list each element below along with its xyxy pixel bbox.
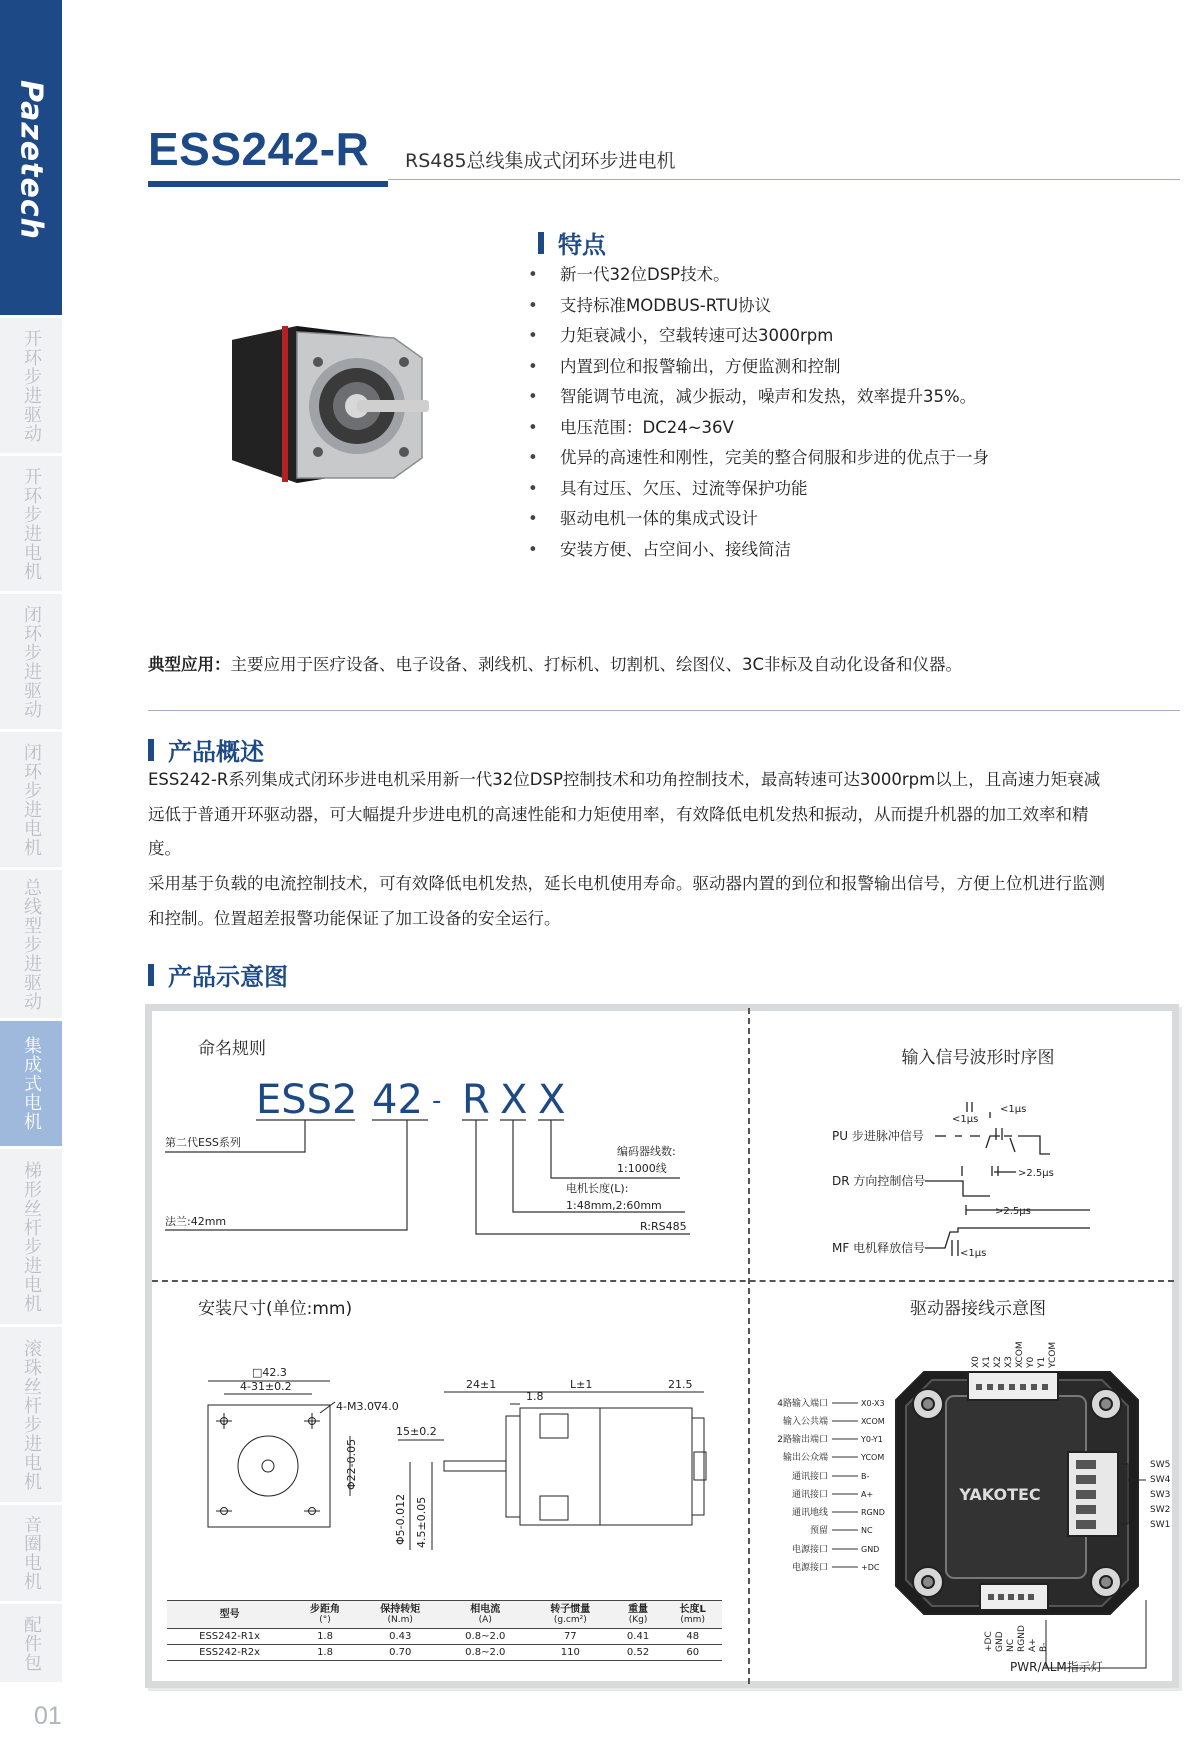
sidebar-item-closed-loop-driver[interactable]: 闭环步进驱动 bbox=[0, 594, 62, 729]
dim-1-8: 1.8 bbox=[526, 1390, 544, 1403]
list-item: • 驱动电机一体的集成式设计 bbox=[528, 504, 1168, 535]
top-pin: Y1 bbox=[1037, 1356, 1047, 1368]
wiring-pin-3: YCOM bbox=[861, 1453, 885, 1462]
bottom-pin: A+ bbox=[1028, 1638, 1038, 1652]
table-row: ESS242-R2x 1.8 0.70 0.8~2.0 110 0.52 60 bbox=[167, 1645, 722, 1661]
top-pin: X1 bbox=[982, 1356, 992, 1368]
table-header: 相电流 (A) bbox=[443, 1601, 528, 1629]
sidebar-item-bus-driver[interactable]: 总线型步进驱动 bbox=[0, 870, 62, 1018]
timing-title: 输入信号波形时序图 bbox=[901, 1048, 1055, 1068]
naming-label-length-value: 1:48mm,2:60mm bbox=[566, 1199, 662, 1212]
naming-part-flange: 42 bbox=[372, 1077, 423, 1123]
application-label: 典型应用： bbox=[148, 655, 231, 674]
wiring-pin-7: NC bbox=[861, 1526, 873, 1535]
naming-label-encoder-value: 1:1000线 bbox=[617, 1162, 667, 1175]
dim-square: □42.3 bbox=[252, 1366, 287, 1379]
wiring-pin-2: Y0-Y1 bbox=[861, 1435, 883, 1444]
top-pin: XCOM bbox=[1015, 1341, 1025, 1368]
wiring-label-2: 2路输出端口 bbox=[777, 1435, 828, 1445]
table-row: ESS242-R1x 1.8 0.43 0.8~2.0 77 0.41 48 bbox=[167, 1629, 722, 1645]
dim-flat: 4.5±0.05 bbox=[415, 1496, 428, 1548]
bottom-pin: +DC bbox=[984, 1631, 994, 1652]
sidebar-item-integrated-motor[interactable]: 集成式电机 bbox=[0, 1021, 62, 1146]
page-number: 01 bbox=[34, 1702, 62, 1730]
bottom-pin: RGND bbox=[1017, 1625, 1027, 1652]
application-text: 主要应用于医疗设备、电子设备、剥线机、打标机、切割机、绘图仪、3C非标及自动化设备和仪器。 bbox=[230, 655, 963, 674]
switch-label: SW1 bbox=[1150, 1520, 1171, 1530]
dim-15: 15±0.2 bbox=[396, 1425, 437, 1438]
wiring-label-4: 通讯接口 bbox=[791, 1472, 828, 1482]
sidebar-item-accessories[interactable]: 配件包 bbox=[0, 1604, 62, 1682]
wiring-pin-6: RGND bbox=[861, 1508, 885, 1517]
table-header: 转子惯量 (g.cm²) bbox=[528, 1601, 613, 1629]
top-pin: X2 bbox=[993, 1356, 1003, 1368]
bottom-pin: B- bbox=[1039, 1642, 1049, 1652]
wiring-pin-8: GND bbox=[861, 1545, 880, 1554]
wiring-label-7: 预留 bbox=[809, 1526, 828, 1536]
wiring-pin-4: B- bbox=[861, 1472, 870, 1481]
naming-part-length: X bbox=[500, 1077, 528, 1123]
wiring-label-8: 电源接口 bbox=[791, 1545, 828, 1555]
naming-part-bus: R bbox=[462, 1077, 490, 1123]
timing-t3: >2.5μs bbox=[1018, 1168, 1054, 1179]
naming-label-series: 第二代ESS系列 bbox=[165, 1136, 241, 1149]
naming-part-dash: - bbox=[432, 1086, 442, 1116]
sidebar-item-open-loop-driver[interactable]: 开环步进驱动 bbox=[0, 318, 62, 453]
wiring-pin-5: A+ bbox=[861, 1490, 874, 1499]
timing-t5: <1μs bbox=[960, 1248, 987, 1259]
overview-paragraph-1: ESS242-R系列集成式闭环步进电机采用新一代32位DSP控制技术和功角控制技术，最高转速可达3000rpm以上，且高速力矩衰减 远低于普通开环驱动器，可大幅提升步进电机的高速性能和力矩使用率，有效降低电机发热和振动，从而提升机器的加工效率和精 度。 bbox=[148, 770, 1101, 858]
naming-rule-title: 命名规则 bbox=[198, 1039, 266, 1059]
wiring-label-3: 输出公众端 bbox=[782, 1453, 828, 1463]
overview-heading: 产品概述 bbox=[148, 732, 264, 767]
naming-label-bus: R:RS485 bbox=[640, 1220, 687, 1233]
table-header: 保持转矩 (N.m) bbox=[358, 1601, 443, 1629]
timing-label-mf: MF 电机释放信号 bbox=[832, 1241, 926, 1255]
switch-label: SW2 bbox=[1150, 1505, 1171, 1515]
driver-brand: YAKOTEC bbox=[959, 1485, 1041, 1504]
table-header: 长度L (mm) bbox=[663, 1601, 722, 1629]
timing-label-pu: PU 步进脉冲信号 bbox=[832, 1129, 924, 1143]
wiring-pin-9: +DC bbox=[861, 1563, 880, 1572]
wiring-pin-1: XCOM bbox=[861, 1417, 885, 1426]
list-item: • 内置到位和报警输出，方便监测和控制 bbox=[528, 352, 1168, 383]
sidebar-item-ball-screw-motor[interactable]: 滚珠丝杆步进电机 bbox=[0, 1327, 62, 1502]
dim-21-5: 21.5 bbox=[668, 1378, 693, 1391]
list-item: • 优异的高速性和刚性，完美的整合伺服和步进的优点于一身 bbox=[528, 443, 1168, 474]
dim-shaft: Φ5-0.012 bbox=[394, 1493, 407, 1545]
dim-boss: Φ22-0.05 bbox=[345, 1438, 358, 1490]
table-header: 重量 (Kg) bbox=[613, 1601, 664, 1629]
naming-part-series: ESS2 bbox=[256, 1077, 358, 1123]
dim-thread: 4-M3.0∇4.0 bbox=[336, 1400, 399, 1413]
spec-table bbox=[167, 1600, 722, 1661]
brand-logo: Pazetech bbox=[13, 80, 49, 240]
wiring-label-0: 4路输入端口 bbox=[777, 1399, 828, 1409]
overview-paragraph-2: 采用基于负载的电流控制技术，可有效降低电机发热，延长电机使用寿命。驱动器内置的到位和报警输出信号，方便上位机进行监测 和控制。位置超差报警功能保证了加工设备的安全运行。 bbox=[148, 874, 1105, 928]
page-title: ESS242-R bbox=[148, 123, 370, 175]
naming-label-length: 电机长度(L): bbox=[566, 1182, 629, 1195]
table-header: 型号 bbox=[167, 1601, 292, 1629]
list-item: • 力矩衰减小，空载转速可达3000rpm bbox=[528, 321, 1168, 352]
page-subtitle: RS485总线集成式闭环步进电机 bbox=[405, 150, 676, 172]
sidebar-item-open-loop-motor[interactable]: 开环步进电机 bbox=[0, 456, 62, 591]
top-pin: YCOM bbox=[1048, 1341, 1058, 1368]
wiring-pin-0: X0-X3 bbox=[861, 1399, 885, 1408]
naming-label-encoder: 编码器线数: bbox=[617, 1145, 676, 1158]
bottom-pin: NC bbox=[1006, 1638, 1016, 1652]
switch-label: SW4 bbox=[1150, 1475, 1171, 1485]
list-item: • 安装方便、占空间小、接线简洁 bbox=[528, 535, 1168, 566]
top-pin: X3 bbox=[1004, 1356, 1014, 1368]
list-item: • 支持标准MODBUS-RTU协议 bbox=[528, 291, 1168, 322]
sidebar-item-trapezoid-screw-motor[interactable]: 梯形丝杆步进电机 bbox=[0, 1149, 62, 1324]
naming-label-flange: 法兰:42mm bbox=[165, 1215, 227, 1228]
list-item: • 智能调节电流，减少振动，噪声和发热，效率提升35%。 bbox=[528, 382, 1168, 413]
dim-24: 24±1 bbox=[466, 1378, 497, 1391]
list-item: • 电压范围：DC24~36V bbox=[528, 413, 1168, 444]
sidebar-item-closed-loop-motor[interactable]: 闭环步进电机 bbox=[0, 732, 62, 867]
table-header: 步距角 (°) bbox=[292, 1601, 358, 1629]
dim-hole-spacing: 4-31±0.2 bbox=[240, 1380, 292, 1393]
wiring-label-6: 通讯地线 bbox=[791, 1508, 828, 1518]
dimensions-title: 安装尺寸(单位:mm) bbox=[198, 1299, 353, 1319]
switch-label: SW3 bbox=[1150, 1490, 1171, 1500]
timing-label-dr: DR 方向控制信号 bbox=[832, 1174, 926, 1188]
list-item: • 具有过压、欠压、过流等保护功能 bbox=[528, 474, 1168, 505]
wiring-label-9: 电源接口 bbox=[791, 1563, 828, 1573]
diagram-heading: 产品示意图 bbox=[148, 957, 288, 992]
naming-part-encoder: X bbox=[538, 1077, 566, 1123]
switch-label: SW5 bbox=[1150, 1460, 1171, 1470]
timing-t4: >2.5μs bbox=[995, 1206, 1031, 1217]
list-item: • 新一代32位DSP技术。 bbox=[528, 260, 1168, 291]
led-label: PWR/ALM指示灯 bbox=[1010, 1660, 1103, 1674]
bottom-pin: GND bbox=[995, 1631, 1005, 1652]
timing-t2: <1μs bbox=[952, 1114, 979, 1125]
wiring-title: 驱动器接线示意图 bbox=[910, 1299, 1046, 1319]
wiring-label-5: 通讯接口 bbox=[791, 1490, 828, 1500]
top-pin: X0 bbox=[971, 1356, 981, 1368]
sidebar-item-voice-coil-motor[interactable]: 音圈电机 bbox=[0, 1505, 62, 1601]
dim-length: L±1 bbox=[570, 1378, 593, 1391]
wiring-label-1: 输入公共端 bbox=[782, 1417, 828, 1427]
features-heading: 特点 bbox=[538, 225, 606, 260]
timing-t1: <1μs bbox=[1000, 1104, 1027, 1115]
top-pin: Y0 bbox=[1026, 1356, 1036, 1368]
